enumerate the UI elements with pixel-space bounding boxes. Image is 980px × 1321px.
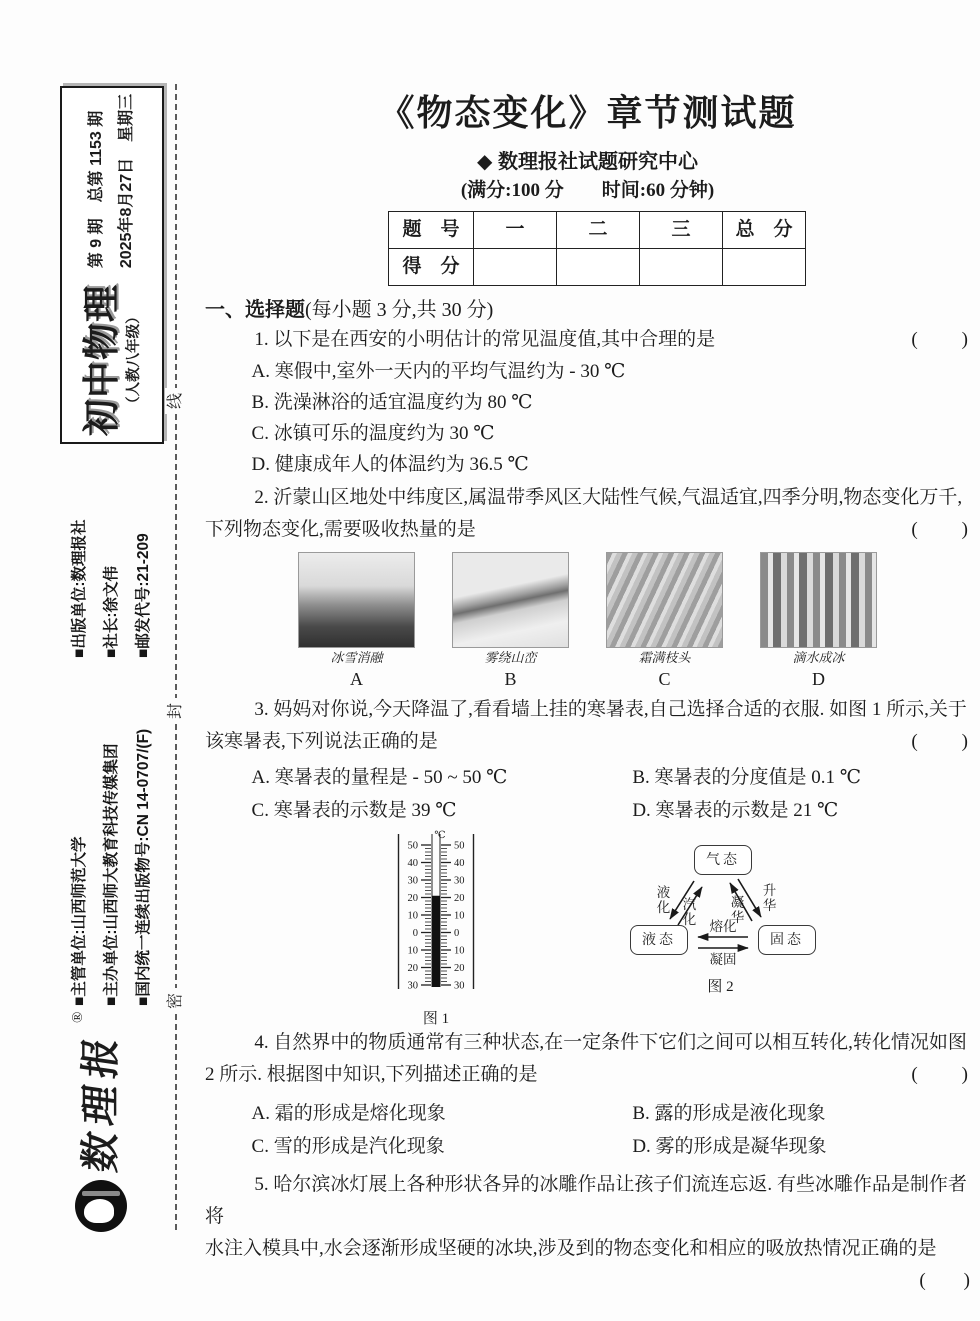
svg-text:30: 30 [407, 980, 418, 992]
question-4-options [205, 1097, 970, 1163]
question-3-line1: 3. 妈妈对你说,今天降温了,看看墙上挂的寒暑表,自己选择合适的衣服. 如图 1 所示,关于 [254, 699, 967, 720]
score-table [388, 211, 806, 286]
svg-text:30: 30 [454, 980, 465, 992]
fold-mark-mi: 密 [165, 988, 187, 1014]
photo-card [760, 552, 877, 690]
deposition-label: 凝华 [730, 895, 745, 925]
publisher-info-block [64, 458, 160, 658]
penguin-logo-icon [75, 1180, 127, 1232]
masthead-box [60, 86, 164, 444]
score-header-cell: 题 号 [389, 212, 474, 249]
question-1 [205, 324, 970, 480]
question-5-bracket-line [205, 1265, 970, 1297]
svg-text:10: 10 [407, 945, 418, 957]
svg-text:20: 20 [454, 963, 465, 974]
svg-text:10: 10 [407, 910, 418, 922]
org-line: ■主办单位:山西师大教育科技传媒集团 [103, 743, 120, 1006]
org-line: ■国内统一连续出版物号:CN 14-0707/(F) [135, 728, 152, 1006]
vaporization-label: 汽化 [682, 897, 697, 927]
question-3-line2: ( ) 该寒暑表,下列说法正确的是 [205, 726, 970, 758]
option-a: A. 寒假中,室外一天内的平均气温约为 - 30 ℃ [251, 361, 626, 382]
svg-text:30: 30 [407, 875, 418, 887]
liquid-state-box: 液态 [630, 925, 688, 955]
svg-text:20: 20 [454, 893, 465, 904]
svg-text:50: 50 [454, 840, 465, 852]
question-1-options [205, 356, 970, 480]
photo-caption: 冰雪消融 [330, 650, 383, 665]
publication-edition: （人教八年级） [125, 309, 142, 411]
publisher-line: ■出版单位:数理报社 [71, 519, 88, 658]
svg-text:20: 20 [407, 963, 418, 974]
figure-2-caption: 图 2 [707, 979, 734, 995]
photo-caption: 滴水成冰 [792, 650, 845, 665]
question-5 [205, 1169, 970, 1297]
option-c: C. 冰镇可乐的温度约为 30 ℃ [251, 423, 495, 444]
svg-text:30: 30 [454, 875, 465, 887]
question-3-options [205, 761, 970, 827]
publisher-line: ■邮发代号:21-209 [135, 533, 152, 658]
option-b: B. 寒暑表的分度值是 0.1 ℃ [632, 767, 861, 788]
photo-letter: D [812, 669, 825, 689]
photo-card [452, 552, 569, 690]
state-change-diagram [618, 835, 833, 995]
publication-title: 初中物理 [80, 284, 122, 437]
answer-bracket: ( ) [911, 1064, 970, 1085]
option-a: A. 霜的形成是熔化现象 [251, 1103, 446, 1124]
option-d: D. 雾的形成是凝华现象 [632, 1136, 827, 1157]
thermometer-figure [388, 829, 484, 1028]
exam-content [205, 85, 970, 1297]
frosted-branches-photo [606, 552, 723, 648]
score-cell-empty [723, 249, 806, 286]
section-heading [205, 296, 970, 324]
fold-mark-feng: 封 [165, 698, 187, 724]
score-row-label: 得 分 [389, 249, 474, 286]
melting-label: 熔化 [709, 919, 737, 934]
date-line: 2025年8月27日 星期三 [118, 93, 135, 269]
newspaper-logo [68, 1011, 134, 1232]
question-3 [205, 694, 970, 827]
option-c: C. 寒暑表的示数是 39 ℃ [251, 800, 457, 821]
diamond-bullet-icon: ◆ [477, 151, 493, 173]
seal-fold-line [175, 84, 177, 1230]
svg-text:℃: ℃ [434, 830, 446, 841]
score-header-cell: 三 [640, 212, 723, 249]
org-line: ■主管单位:山西师范大学 [71, 836, 88, 1006]
photo-card [606, 552, 723, 690]
score-header-cell: 二 [557, 212, 640, 249]
svg-text:10: 10 [454, 945, 465, 957]
exam-subtitle [205, 149, 970, 175]
score-cell-empty [557, 249, 640, 286]
logo-calligraphy-text: 数理报 [78, 1027, 123, 1176]
svg-text:20: 20 [407, 893, 418, 904]
photo-caption: 雾绕山峦 [484, 650, 537, 665]
registered-trademark-icon: ® [70, 1011, 86, 1023]
section-heading-note: (每小题 3 分,共 30 分) [305, 299, 494, 321]
exam-meta: (满分:100 分 时间:60 分钟) [460, 180, 715, 201]
question-4-line1: 4. 自然界中的物质通常有三种状态,在一定条件下它们之间可以相互转化,转化情况如图 [254, 1032, 967, 1053]
figure-1-caption: 图 1 [422, 1011, 450, 1027]
svg-text:10: 10 [454, 910, 465, 922]
issue-line: 第 9 期 总第 1153 期 [88, 110, 105, 269]
photo-caption: 霜满枝头 [638, 650, 691, 665]
masthead-issue-block [82, 94, 142, 268]
masthead-title-block [82, 284, 143, 436]
icicles-photo [760, 552, 877, 648]
question-2 [205, 482, 970, 690]
question-5-line2: 水注入模具中,水会逐渐形成坚硬的冰块,涉及到的物态变化和相应的吸放热情况正确的是 [205, 1238, 937, 1259]
photo-card [298, 552, 415, 690]
score-header-cell: 一 [474, 212, 557, 249]
question-5-line1: 5. 哈尔滨冰灯展上各种形状各异的冰雕作品让孩子们流连忘返. 有些冰雕作品是制作者将 [205, 1174, 967, 1227]
option-c: C. 雪的形成是汽化现象 [251, 1136, 445, 1157]
question-4 [205, 1027, 970, 1163]
score-header-cell: 总 分 [723, 212, 806, 249]
photo-letter: A [350, 669, 363, 689]
answer-bracket: ( ) [919, 1270, 970, 1291]
section-heading-bold: 一、选择题 [205, 299, 305, 321]
option-d: D. 寒暑表的示数是 21 ℃ [632, 800, 839, 821]
solid-state-box: 固态 [758, 925, 816, 955]
answer-bracket: ( ) [911, 329, 970, 350]
score-cell-empty [640, 249, 723, 286]
exam-title: 《物态变化》章节测试题 [378, 93, 797, 133]
fold-mark-xian: 线 [165, 388, 187, 414]
liquefaction-label: 液化 [656, 885, 671, 915]
exam-subtitle-text: 数理报社试题研究中心 [497, 151, 698, 173]
score-table-score-row [389, 249, 806, 286]
svg-text:0: 0 [412, 928, 418, 939]
question-4-line2: ( ) 2 所示. 根据图中知识,下列描述正确的是 [205, 1059, 970, 1091]
gas-state-box: 气态 [694, 845, 752, 875]
figures-row [205, 829, 970, 1027]
answer-bracket: ( ) [911, 519, 970, 540]
photo-letter: C [658, 669, 671, 689]
misty-mountains-photo [452, 552, 569, 648]
question-2-line2: ( ) 下列物态变化,需要吸收热量的是 [205, 514, 970, 546]
question-2-line1: 2. 沂蒙山区地处中纬度区,属温带季风区大陆性气候,气温适宜,四季分明,物态变化万千, [254, 487, 963, 508]
svg-text:40: 40 [407, 858, 418, 869]
option-d: D. 健康成年人的体温约为 36.5 ℃ [251, 454, 529, 475]
score-table-header-row [389, 212, 806, 249]
question-2-photos [205, 552, 970, 690]
sublimation-label: 升华 [762, 883, 777, 913]
photo-letter: B [504, 669, 517, 689]
svg-text:0: 0 [454, 928, 460, 939]
option-b: B. 露的形成是液化现象 [632, 1103, 826, 1124]
svg-text:50: 50 [407, 840, 418, 852]
thermometer-svg [388, 829, 484, 999]
option-b: B. 洗澡淋浴的适宜温度约为 80 ℃ [251, 392, 533, 413]
melting-snow-photo [298, 552, 415, 648]
question-1-text: ( ) 1. 以下是在西安的小明估计的常见温度值,其中合理的是 [205, 324, 970, 356]
answer-bracket: ( ) [911, 731, 970, 752]
option-a: A. 寒暑表的量程是 - 50 ~ 50 ℃ [251, 767, 508, 788]
freezing-label: 凝固 [709, 952, 737, 967]
score-cell-empty [474, 249, 557, 286]
organization-info-block [64, 700, 160, 1006]
svg-text:40: 40 [454, 858, 465, 869]
publisher-line: ■社长:徐文伟 [103, 565, 120, 658]
